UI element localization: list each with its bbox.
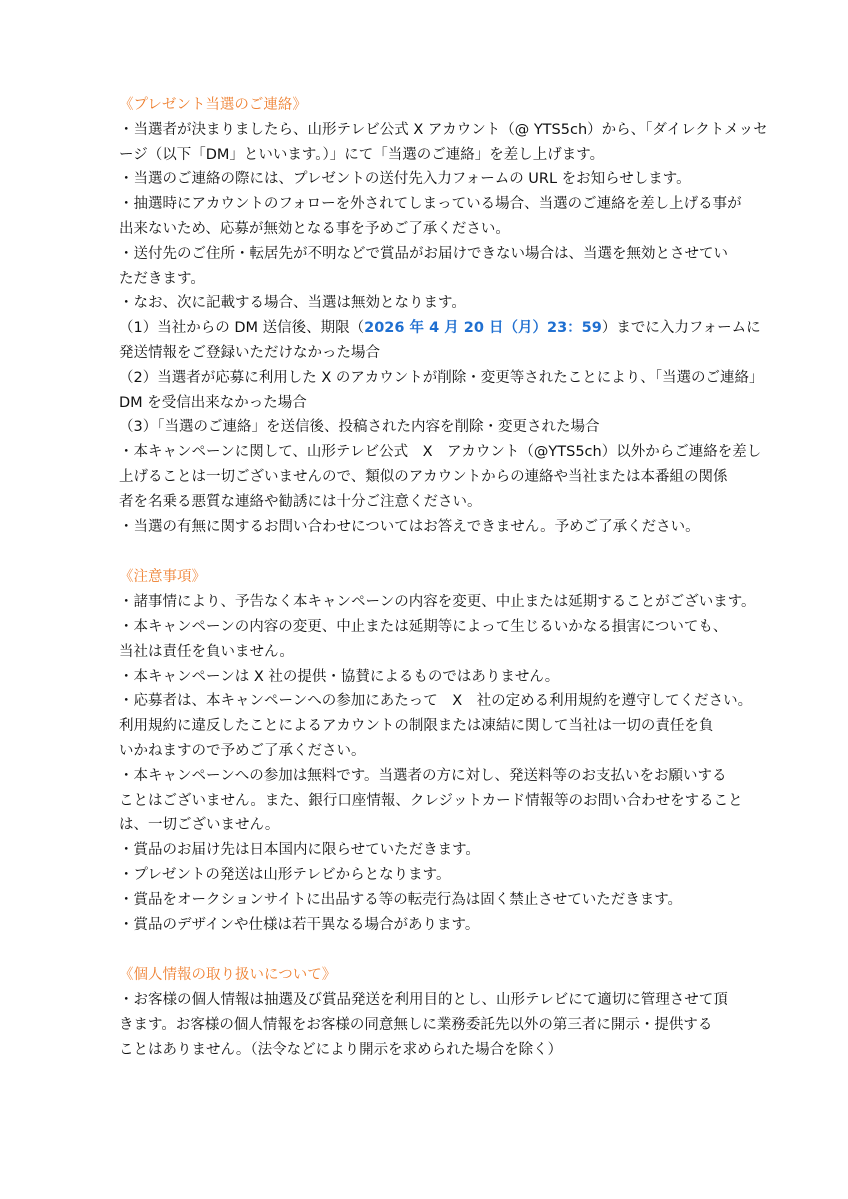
text-line: ・賞品をオークションサイトに出品する等の転売行為は固く禁止させていただきます。 <box>119 891 683 908</box>
section-privacy <box>119 963 733 1062</box>
text-line: （2）当選者が応募に利用した X のアカウントが削除・変更等されたことにより、「当選のご連絡」 <box>119 369 764 386</box>
text-line: ・お客様の個人情報は抽選及び賞品発送を利用目的とし、山形テレビにて適切に管理させて頂 <box>119 992 728 1009</box>
text-line: ・当選のご連絡の際には、プレゼントの送付先入力フォームの URL をお知らせします。 <box>119 171 691 188</box>
deadline-line <box>119 316 761 341</box>
deadline-date: 2026 年 4 月 20 日（月）23：59 <box>364 320 602 337</box>
text-line: DM を受信出来なかった場合 <box>119 394 307 411</box>
text-line: ことはありません。（法令などにより開示を求められた場合を除く） <box>119 1041 563 1058</box>
text-line: ・プレゼントの発送は山形テレビからとなります。 <box>119 866 451 883</box>
text-line: 発送情報をご登録いただけなかった場合 <box>119 344 380 361</box>
text-line: ・応募者は、本キャンペーンへの参加にあたって X 社の定める利用規約を遵守してください。 <box>119 693 753 710</box>
text-line: きます。お客様の個人情報をお客様の同意無しに業務委託先以外の第三者に開示・提供する <box>119 1016 713 1033</box>
section-heading: 《プレゼント当選のご連絡》 <box>119 97 307 113</box>
deadline-suffix: ）までに入力フォームに <box>601 320 761 337</box>
text-line: 者を名乗る悪質な連絡や勧誘には十分ご注意ください。 <box>119 493 482 510</box>
section-notes <box>119 565 756 937</box>
text-line: ・当選者が決まりましたら、山形テレビ公式 X アカウント（@ YTS5ch）から、「ダイレクトメッセ <box>119 121 768 138</box>
text-line: ・賞品のデザインや仕様は若干異なる場合があります。 <box>119 916 480 933</box>
text-line: 当社は責任を負いません。 <box>119 643 294 660</box>
text-line: ・なお、次に記載する場合、当選は無効となります。 <box>119 295 466 312</box>
text-line: ・送付先のご住所・転居先が不明などで賞品がお届けできない場合は、当選を無効とさせてい <box>119 245 728 262</box>
text-line: 上げることは一切ございませんので、類似のアカウントからの連絡や当社または本番組の関係 <box>119 468 728 485</box>
document-page <box>119 93 768 1062</box>
text-line: は、一切ございません。 <box>119 817 280 834</box>
text-line: ・当選の有無に関するお問い合わせについてはお答えできません。予めご了承ください。 <box>119 518 700 535</box>
section-heading: 《個人情報の取り扱いについて》 <box>119 967 337 984</box>
text-line: 利用規約に違反したことによるアカウントの制限または凍結に関して当社は一切の責任を負 <box>119 718 714 735</box>
text-line: ことはございません。また、銀行口座情報、クレジットカード情報等のお問い合わせをすること <box>119 792 743 809</box>
text-line: ・賞品のお届け先は日本国内に限らせていただきます。 <box>119 842 480 859</box>
text-line: ただきます。 <box>119 270 205 287</box>
text-line: ・本キャンペーンの内容の変更、中止または延期等によって生じるいかなる損害についても、 <box>119 618 728 635</box>
text-line: ージ（以下「DM」といいます。）」にて「当選のご連絡」を差し上げます。 <box>119 146 605 163</box>
text-line: ・本キャンペーンへの参加は無料です。当選者の方に対し、発送料等のお支払いをお願いする <box>119 767 727 784</box>
section-prize-notification <box>119 93 768 539</box>
text-line: ・諸事情により、予告なく本キャンペーンの内容を変更、中止または延期することがございます。 <box>119 594 756 611</box>
text-line: （3）「当選のご連絡」を送信後、投稿された内容を削除・変更された場合 <box>119 419 600 436</box>
text-line: ・本キャンペーンに関して、山形テレビ公式 X アカウント（@YTS5ch）以外からご連絡を差し <box>119 444 762 461</box>
text-line: ・抽選時にアカウントのフォローを外されてしまっている場合、当選のご連絡を差し上げる事が <box>119 196 742 213</box>
text-line: 出来ないため、応募が無効となる事を予めご了承ください。 <box>119 220 510 237</box>
text-line: ・本キャンペーンは X 社の提供・協賛によるものではありません。 <box>119 668 560 685</box>
section-heading: 《注意事項》 <box>119 569 206 586</box>
deadline-prefix: （1）当社からの DM 送信後、期限（ <box>119 320 365 337</box>
text-line: いかねますので予めご了承ください。 <box>119 742 366 759</box>
